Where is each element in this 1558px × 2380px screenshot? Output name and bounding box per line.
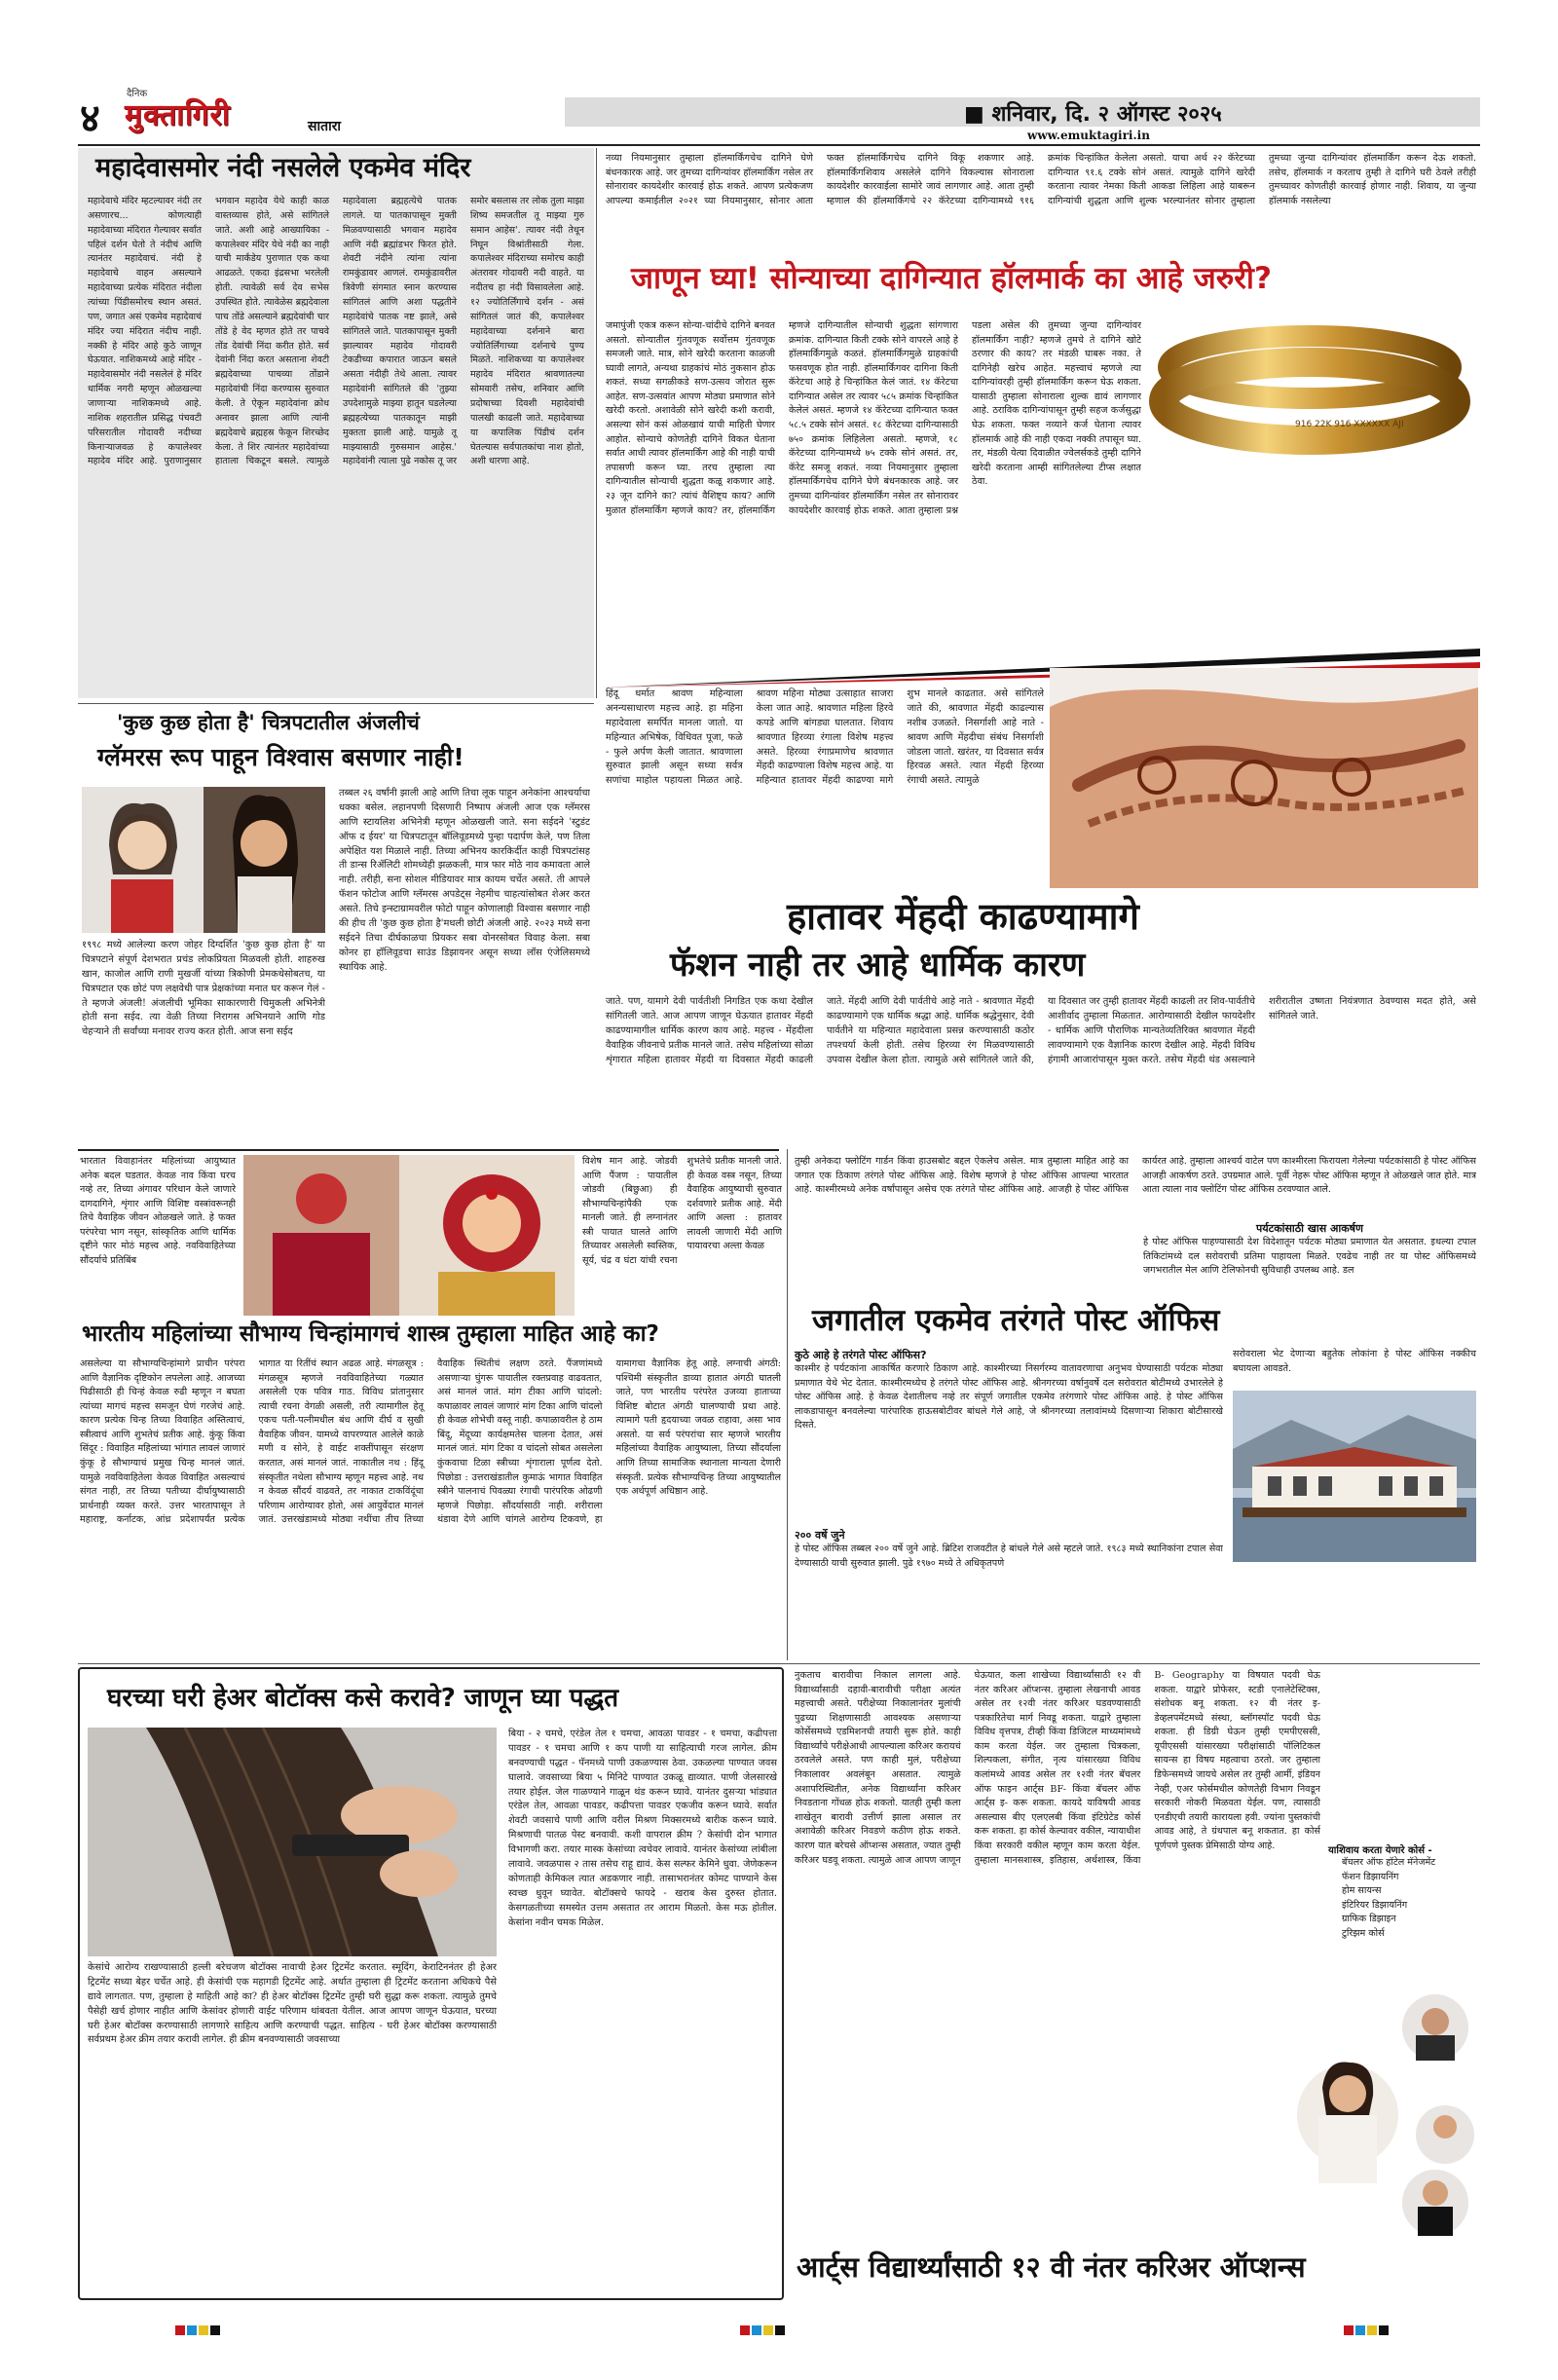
mahadev-article [78, 148, 594, 698]
hair-photo [88, 1728, 497, 1956]
houseboat-photo [1233, 1391, 1476, 1562]
anjali-body-left: १९९८ मध्ये आलेल्या करण जोहर दिग्दर्शित 'कुछ कुछ होता है' या चित्रपटाने संपूर्ण देशभरात प्रचंड लोकप्रियता मिळवली होती. शाहरुख खान, काजोल आणि राणी मुखर्जी यांच्या त्रिकोणी प्रेमकथेसोबतच, या चित्रपटात एक छोटं पण लक्षवेधी पात्र प्रेक्षकांच्या मनात घर करून गेलं - ते म्हणजे अंजली! अंजलीची भूमिका साकारणारी चिमुकली अभिनेत्री होती सना सईद. त्या वेळी तिच्या निरागस अभिनयाने आणि गोड चेहऱ्याने ती सर्वांच्या मनावर राज्य करत होती. आज सना सईद [82, 940, 325, 1038]
course-item: इंटिरियर डिझायनिंग [1342, 1899, 1408, 1911]
career-courses [1328, 1842, 1480, 1989]
post-office-left [795, 1348, 1223, 1657]
masthead [0, 0, 1558, 146]
mehndi-hand-photo [1050, 668, 1478, 888]
mehndi-article [602, 649, 1480, 1145]
hallmark-headline: जाणून घ्या! सोन्याच्या दागिन्यात हॉलमार्क का आहे जरुरी? [631, 261, 1272, 296]
location-subhead: कुठे आहे हे तरंगते पोस्ट ऑफिस? [795, 1349, 927, 1361]
hair-body-left: केसांचे आरोग्य राखण्यासाठी हल्ली बरेचजण बोटॉक्स नावाची हेअर ट्रिटमेंट करतात. स्मूदिंग, केराटिननंतर ही हेअर ट्रिटमेंट सध्या बेहर चर्चेत आहे. ही केसांची एक महागडी ट्रिटमेंट आहे. अर्थात तुम्हाला ही ट्रिटमेंट करताना अधिकचे पैसे द्यावे लागतात. पण, तुम्हाला हे माहिती आहे का? ही हेअर बोटॉक्स ट्रिटमेंट तुम्ही घरी सुद्धा करू शकता. त्यामुळे तुमचे पैसेही खर्च होणार नाहीत आणि केसांवर होणारी वाईट परिणाम थांबवता येतील. आज आपण जाणून घेऊयात, घरच्या घरी हेअर बोटॉक्स करण्यासाठी लागणारे साहित्य आणि करण्याची पद्धत. साहित्य - घरी हेअर बोटॉक्स करण्यासाठी सर्वप्रथम हेअर क्रीम तयार करावी लागेल. ही क्रीम बनवण्यासाठी जवसाच्या [88, 1962, 497, 2046]
anjali-article [78, 709, 594, 1147]
tourist-text: हे पोस्ट ऑफिस पाहण्यासाठी देश विदेशातून पर्यटक मोठ्या प्रमाणात येत असतात. इथल्या टपाल तिकिटांमध्ये दल सरोवराची प्रतिमा पाहायला मिळते. एवढेच नाही तर या पोस्ट ऑफिसमध्ये जगभरातील मेल आणि टेलिफोनची सुविधाही उपलब्ध आहे. डल [1143, 1237, 1476, 1277]
post-office-headline: जगातील एकमेव तरंगते पोस्ट ऑफिस [812, 1303, 1220, 1338]
post-office-tourist [1143, 1221, 1476, 1299]
hair-botox-headline: घरच्या घरी हेअर बोटॉक्स कसे करावे? जाणून घ्या पद्धत [107, 1684, 619, 1713]
bharatiya-body: असलेल्या या सौभाग्यचिन्हांमागे प्राचीन परंपरा आणि वैज्ञानिक दृष्टिकोन लपलेला आहे. आजच्या पिढीसाठी ही चिन्हं केवळ रुढी म्हणून न बघता त्यांच्या मागचं महत्त्व समजून घेणं गरजेचं आहे. कारण प्रत्येक चिन्ह तिच्या विवाहित अस्तित्वाचं, स्त्रीत्वाचं आणि शुभतेचं प्रतीक आहे. कुंकू किंवा सिंदूर : विवाहित महिलांच्या भांगात लावलं जाणारं कुंकू हे सौभाग्याचं प्रमुख चिन्ह मानलं जातं. यामुळे नवविवाहितेला केवळ विवाहित असल्याचं संगत नाही, तर तिच्या पतीच्या दीर्घायुष्यासाठी प्रार्थनाही व्यक्त करते. उत्तर भारतापासून ते महाराष्ट्र, कर्नाटक, आंध्र प्रदेशापर्यंत प्रत्येक भागात या रितींचं स्थान अढळ आहे. मंगळसूत्र : मंगळसूत्र म्हणजे नवविवाहितेच्या गळ्यात असलेली एक पवित्र गाठ. विविध प्रांतानुसार त्याची रचना वेगळी असली, तरी त्यामागील हेतू एकच पती-पत्नीमधील बंध आणि दीर्घ व सुखी वैवाहिक जीवन. यामध्ये वापरण्यात आलेले काळे मणी व सोने, हे वाईट शक्तींपासून संरक्षण करतात, असं मानलं जातं. नाकातील नथ : हिंदू संस्कृतीत नथेला सौभाग्य म्हणून महत्त्व आहे. नथ न केवळ सौंदर्य वाढवते, तर नाकात टाकविंदूंचा परिणाम आरोग्यावर होतो, असं आयुर्वेदात मानलं जातं. उत्तरखंडामध्ये मोठ्या नथींचा तीच तिच्या वैवाहिक स्थितीचं लक्षण ठरते. पैंजणांमध्ये असणाऱ्या घुंगरू पायातील रक्तप्रवाह वाढवतात, असं मानलं जातं. मांग टीका आणि चांदलो: कपाळावर लावलं जाणारं मांग टिका आणि चांदलो ही केवळ शोभेची वस्तू नाही. कपाळावरील हे ठाम बिंदू, मेंदूच्या कार्यक्षमतेस चालना देतात, असं मानलं जातं. मांग टिका व चांदलो सोबत असलेला कुंकवाचा टिळा स्त्रीच्या शृंगाराला पूर्णत्व देतो. पिछोडा : उत्तराखंडातील कुमाऊं भागात विवाहित स्त्रीने पालनाचं पिवळ्या रंगाची पारंपरिक ओढणी म्हणजे पिछोड़ा. सौंदर्यासाठी नाही. शरीराला थंडावा देणे आणि चांगले आरोग्य टिकवणे, हा यामागचा वैज्ञानिक हेतू आहे. लग्नाची अंगठी: पश्चिमी संस्कृतीत डाव्या हातात अंगठी घातली जाते, पण भारतीय परंपरेत उजव्या हाताच्या विशिष्ट बोटात अंगठी घालण्याची प्रथा आहे. त्यामागे पती हृदयाच्या जवळ राहावा, असा भाव असतो. या सर्व परंपरांचा सार म्हणजे भारतीय महिलांच्या वैवाहिक आयुष्याला, तिच्या सौंदर्याला आणि तिच्या सामाजिक स्थानाला मान्यता देणारी संस्कृती. प्रत्येक सौभाग्यचिन्ह तिच्या आयुष्यातील एक अर्थपूर्ण अधिष्ठान आहे. [80, 1358, 781, 1526]
course-item: टुरिझम कोर्स [1342, 1927, 1385, 1939]
post-office-top-text: तुम्ही अनेकदा फ्लोटिंग गार्डन किंवा हाउसबोट बद्दल ऐकलेच असेल. मात्र तुम्हाला माहित आहे का जगात एक ठिकाण तरंगते पोस्ट ऑफिस आहे. विशेष म्हणजे हे पोस्ट ऑफिस आपल्या भारतात आहे. काश्मीरमध्ये अनेक वर्षांपासून असेच एक तरंगते पोस्ट ऑफिस आहे. आजही हे पोस्ट ऑफिस कार्यरत आहे. तुम्हाला आश्चर्य वाटेल पण काश्मीरला फिरायला गेलेल्या पर्यटकांसाठी हे पोस्ट ऑफिस आजही आकर्षण ठरते. उपग्रमात आले. पूर्वी नेहरू पोस्ट ऑफिस म्हणून ते ओळखले जात होते. मात्र आता त्याला नाव फ्लोटिंग पोस्ट ऑफिस ठरवण्यात आले. [795, 1156, 1476, 1196]
website: www.emuktagiri.in [1027, 129, 1150, 142]
courses-subhead: याशिवाय करता येणारे कोर्स - [1328, 1845, 1432, 1856]
registration-marks [0, 2318, 1558, 2347]
hallmark-top-text: नव्या नियमानुसार तुम्हाला हॉलमार्किंगचेच दागिने घेणे बंधनकारक आहे. जर तुमच्या दागिन्यांवर हॉलमार्किंग नसेल तर सोनारावर कायदेशीर कारवाई होऊ शकते. आपण प्रत्येकजण आपल्या कमाईतील २०२१ च्या नियमानुसार, सोनार आता फक्त हॉलमार्किंगचेच दागिने विकू शकणार आहे. हॉलमार्किंगशिवाय असलेले दागिने विकल्यास सोनाराला कायदेशीर कारवाईला सामोरे जावं लागणार आहे. आता तुम्ही म्हणाल की हॉलमार्किंगचे २२ कॅरेटच्या दागिन्यामध्ये ९१६ क्रमांक चिन्हांकित केलेला असतो. याचा अर्थ २२ कॅरेटच्या दागिन्यात ९१.६ टक्के सोनं असतं. त्यामुळे दागिने खरेदी करताना त्यावर नेमका किती आकडा लिहिला आहे याबरून दागिन्यांची शुद्धता आणि शुल्क भरल्यानंतर सोनार तुम्हाला तुमच्या जुन्या दागिन्यांवर हॉलमार्किंग करून देऊ शकतो. तसेच, हॉलमार्क न करताच तुम्ही ते दागिने घरी ठेवले तरीही तुमच्यावर कोणतीही कारवाई होणार नाही. शिवाय, या जुन्या हॉलमार्क नसलेल्या [606, 153, 1476, 206]
mehndi-headline-2: फॅशन नाही तर आहे धार्मिक कारण [670, 946, 1086, 985]
mehndi-body: जाते. पण, यामागे देवी पार्वतीशी निगडित एक कथा देखील सांगितली जाते. आज आपण जाणून घेऊयात हातावर मेंहदी काढण्यामागील धार्मिक कारण काय आहे. महत्त्व - मेंहदीला वैवाहिक जीवनाचे प्रतीक मानले जाते. तसेच महिलांच्या सोळा शृंगारात महिला हातावर मेंहदी या दिवसात मेंहदी काढली जाते. मेंहदी आणि देवी पार्वतीचे आहे नाते - श्रावणात मेंहदी काढण्यामागे एक धार्मिक श्रद्धा आहे. धार्मिक श्रद्धेनुसार, देवी पार्वतीने या महिन्यात महादेवाला प्रसन्न करण्यासाठी कठोर तपश्चर्या केली होती. तसेच हिरव्या रंग मिळवण्यासाठी उपवास देखील केला होता. त्यामुळे असे सांगितले जाते की, या दिवसात जर तुम्ही हातावर मेंहदी काढली तर शिव-पार्वतीचे आशीर्वाद तुम्हाला मिळतात. आरोग्यासाठी देखील फायदेशीर - धार्मिक आणि पौराणिक मान्यतेव्यतिरिक्त श्रावणात मेंहदी लावण्यामागे एक वैज्ञानिक कारण देखील आहे. मेंहदी विविध हंगामी आजारांपासून मुक्त करते. तसेच मेंहदी थंड असल्याने शरीरातील उष्णता नियंत्रणात ठेवण्यास मदत होते, असे सांगितले जाते. [606, 996, 1476, 1065]
course-item: ग्राफिक डिझाइन [1342, 1914, 1396, 1925]
anjali-headline-1: 'कुछ कुछ होता है' चित्रपटातील अंजलीचं [117, 711, 420, 734]
edition-city: सातारा [308, 119, 342, 134]
anjali-headline-2: ग्लॅमरस रूप पाहून विश्वास बसणार नाही! [97, 743, 464, 771]
age-subhead: २०० वर्षे जुने [795, 1529, 845, 1542]
issue-date: ■ शनिवार, दि. २ ऑगस्ट २०२५ [964, 102, 1222, 127]
hallmark-body: जमापुंजी एकत्र करून सोन्या-चांदीचे दागिने बनवत असतो. सोन्यातील गुंतवणूक सर्वोत्तम गुंतवणूक समजली जाते. मात्र, सोने खरेदी करताना काळजी घ्यावी लागते, अन्यथा ग्राहकांचं मोठं नुकसान होऊ शकतं. सध्या सगळीकडे सण-उत्सव जोरात सुरू आहेत. सण-उत्सवांत आपण मोठ्या प्रमाणात सोने खरेदी करतो. अशावेळी सोने खरेदी कशी करावी, असल्या सोनं कसं ओळखावं याची माहिती घेणार आहोत. सोन्याचे कोणतेही दागिने विकत घेताना सर्वात आधी त्यावर हॉलमार्किंग आहे की नाही याची तपासणी करून घ्या. तरच तुम्हाला त्या दागिन्यातील सोन्याची शुद्धता कळू शकणार आहे. २३ जून दागिने का? त्यांचं वैशिष्ट्य काय? आणि मुळात हॉलमार्किंग म्हणजे काय? तर, हॉलमार्किंग म्हणजे दागिन्यातील सोन्याची शुद्धता सांगणारा क्रमांक. दागिन्यात किती टक्के सोने वापरले आहे हे हॉलमार्किंगमुळे कळतं. हॉलमार्किंगमुळे ग्राहकांची फसवणूक होत नाही. हॉलमार्किंगवर दागिना किती कॅरेटचा आहे हे चिन्हांकित केलं जातं. १४ कॅरेटचा दागिन्यात असेल तर त्यावर ५८५ क्रमांक चिन्हांकित केलेलं असतं. म्हणजे १४ कॅरेटच्या दागिन्यात फक्त ५८.५ टक्के सोनं असतं. १८ कॅरेटच्या दागिन्यासाठी ७५० क्रमांक लिहिलेला असतो. म्हणजे, १८ कॅरेटच्या दागिन्यामध्ये ७५ टक्के सोनं असतं. तर, कॅरेट समजू शकतं. नव्या नियमानुसार तुम्हाला हॉलमार्किंगचेच दागिने घेणे बंधनकारक आहे. जर तुमच्या दागिन्यांवर हॉलमार्किंग नसेल तर सोनारावर कायदेशीर कारवाई होऊ शकते. आता तुम्हाला प्रश्न पडला असेल की तुमच्या जुन्या दागिन्यांवर हॉलमार्किंग नाही? म्हणजे तुमचे ते दागिने खोटे ठरणार की काय? तर मंडळी घाबरू नका. ते दागिनेही खरेच आहेत. महत्त्वाचं म्हणजे त्या दागिन्यांवरही तुम्ही हॉलमार्किंग करून घेऊ शकता. यासाठी तुम्हाला सोनाराला शुल्क द्यावं लागणार आहे. ठराविक दागिन्यांपासून तुम्ही सहज कर्जसुद्धा घेऊ शकता. फक्त नव्याने कर्ज घेताना त्यावर हॉलमार्क आहे की नाही एकदा नक्की तपासून घ्या. तर, मंडळी येत्या दिवाळीत ज्वेलर्सकडे तुम्ही दागिने खरेदी करताना आम्ही सांगितलेल्या टीप्स लक्षात ठेवा. [606, 320, 1141, 516]
career-headline: आर्ट्स विद्यार्थ्यांसाठी १२ वी नंतर करिअर ऑप्शन्स [797, 2250, 1306, 2284]
mahadev-body: महादेवाचे मंदिर म्हटल्यावर नंदी तर असणारच... कोणत्याही महादेवाच्या मंदिरात गेल्यावर सर्वांत पहिलं दर्शन घेतो ते नंदीचं आणि त्यानंतर महादेवाचं. नंदी हे महादेवाचे वाहन असल्याने महादेवाच्या प्रत्येक मंदिरात नंदीला त्यांच्या पिंडीसमोरच स्थान असतं. पण, जगात असं एकमेव महादेवाचं मंदिर ज्या मंदिरात नंदीच नाही. नक्की हे मंदिर आहे कुठे जाणून घेऊयात. नाशिकमध्ये आहे मंदिर - महादेवासमोर नंदी नसलेलं हे मंदिर धार्मिक नगरी म्हणून ओळखल्या जाणाऱ्या नाशिकमध्ये आहे. नाशिक शहरातील प्रसिद्ध पंचवटी परिसरातील गोदावरी नदीच्या किनाऱ्याजवळ हे कपालेश्वर महादेव मंदिर आहे. पुराणानुसार भगवान महादेव येथे काही काळ वास्तव्यास होते, असे सांगितले जाते. अशी आहे आख्यायिका - कपालेश्वर मंदिर येथे नंदी का नाही याची मार्कंडेय पुराणात एक कथा आढळते. एकदा इंद्रसभा भरलेली होती. त्यावेळी सर्व देव सभेस उपस्थित होते. त्यावेळेस ब्रह्मदेवाला पाच तोंडे असल्याने ब्रह्मदेवांची चार तोंडे हे वेद म्हणत होते तर पाचवे तोंड देवांची निंदा करीत होते. सर्व देवांनी निंदा करत असताना शेवटी ब्रह्मदेवाच्या पाचव्या तोंडाने महादेवांची निंदा करण्यास सुरुवात केली. ते ऐकून महादेवांना क्रोध अनावर झाला आणि त्यांनी ब्रह्मदेवाचे ब्रह्महस्र फेकून शिरच्छेद केला. ते शिर त्यानंतर महादेवांच्या हाताला चिकटून बसले. त्यामुळे महादेवाला ब्रह्महत्येचे पातक लागले. या पातकापासून मुक्ती मिळवण्यासाठी भगवान महादेव आणि नंदी ब्रह्मांडभर फिरत होते. शेवटी नंदीने त्यांना त्यांना रामकुंडावर आणलं. रामकुंडावरील त्रिवेणी संगमात स्नान करण्यास सांगितलं आणि अशा पद्धतीने महादेवांचे पातक नष्ट झाले, असे सांगितले जाते. पातकापासून मुक्ती झाल्यावर महादेव गोदावरी टेकडीच्या कपारात जाऊन बसले असता नंदीही तेथे आला. त्यावर महादेवांनी सांगितले की 'तुझ्या उपदेशामुळे माझ्या हातून घडलेल्या ब्रह्महत्येच्या पातकातून माझी मुक्तता झाली आहे. यामुळे तू माझ्यासाठी गुरुसमान आहेस.' महादेवांनी त्याला पुढे नकोस तू जर समोर बसलास तर लोक तुला माझा शिष्य समजतील तू माझ्या गुरु समान आहेस'. त्यावर नंदी तेथून निघून विश्रांतीसाठी गेला. कपालेश्वर मंदिराच्या समोरच काही अंतरावर गोदावरी नदी वाहते. या नदीतच हा नंदी विसावलेला आहे. १२ ज्योतिर्लिंगाचे दर्शन - असं सांगितलं जातं की, कपालेश्वर महादेवाच्या दर्शनाने बारा ज्योतिर्लिंगाच्या दर्शनाचे पुण्य मिळते. नाशिकच्या या कपालेश्वर महादेव मंदिरात श्रावणातल्या सोमवारी तसेच, शनिवार आणि प्रदोषाच्या दिवशी महादेवांची पालखी काढली जाते. महादेवाच्या या कपालिक पिंडीचं दर्शन घेतल्यास सर्वपातकांचा नाश होतो, अशी धारणा आहे. [88, 196, 584, 467]
post-office-article [793, 1153, 1480, 1661]
anjali-photo [82, 787, 325, 933]
course-item: होम सायन्स [1342, 1885, 1382, 1897]
mehndi-top-text: हिंदू धर्मात श्रावण महिन्याला अनन्यसाधारण महत्त्व आहे. हा महिना महादेवाला समर्पित मानला जातो. या महिन्यात अभिषेक, विधिवत पूजा, फळे - फुले अर्पण केली जातात. श्रावणाला सुरुवात झाली असून सध्या सर्वत्र सणांचा माहोल पहायला मिळत आहे. श्रावण महिना मोठ्या उत्साहात साजरा केला जात आहे. श्रावणात महिला हिरवे कपडे आणि बांगड्या घालतात. शिवाय श्रावणात हिरव्या रंगाला विशेष महत्त्व असते. हिरव्या रंगाप्रमाणेच श्रावणात मेंहदी काढण्याला विशेष महत्त्व आहे. या महिन्यात हातावर मेंहदी काढण्या मागे शुभ मानले काढतात. असे सांगितले जाते की, श्रावणात मेंहदी काढल्यास नशीब उजळते. निसर्गाशी आहे नाते - श्रावण आणि मेंहदीचा संबंध निसर्गाशी जोडला जातो. खरंतर, या दिवसात सर्वत्र हिरवळ असते. त्यात मेंहदी हिरव्या रंगाची असते. त्यामुळे [606, 688, 1044, 787]
career-body: नुकताच बारावीचा निकाल लागला आहे. विद्यार्थ्यांसाठी दहावी-बारावीची परीक्षा अत्यंत महत्त्वाची असते. परीक्षेच्या निकालानंतर मुलांची पुढच्या शिक्षणासाठी आवश्यक असणाऱ्या कोर्सेसमध्ये एडमिशनची तयारी सुरू होते. काही विद्यार्थ्यांचे परीक्षेआधी आपल्याला करिअर करायचं ठरवलेले असते. पण काही मुलं, परीक्षेच्या निकालावर अवलंबून असतात. त्यामुळे अशापरिस्थितीत, अनेक विद्यार्थ्यांना करिअर निवडताना गोंधळ होऊ शकतो. यातही तुम्ही कला शाखेतून बारावी उत्तीर्ण झाला असाल तर अशावेळी करिअर निवडणे कठीण होऊ शकते. कारण यात बरेचसे ऑप्शन्स असतात, ज्यात तुम्ही करिअर घडवू शकता. त्यामुळे आज आपण जाणून घेऊयात, कला शाखेच्या विद्यार्थ्यांसाठी १२ वी नंतर करिअर ऑप्शन्स. तुम्हाला लेखनाची आवड असेल तर १२वी नंतर करिअर घडवण्यासाठी पत्रकारितेचा मार्ग निवडू शकता. याद्वारे तुम्हाला विविध वृत्तपत्र, टीव्ही किंवा डिजिटल माध्यमांमध्ये काम करता येईल. जर तुम्हाला चित्रकला, शिल्पकला, संगीत, नृत्य यांसारख्या विविध कलांमध्ये आवड असेल तर १२वी नंतर बॅचलर ऑफ फाइन आर्ट्स BF- किंवा बॅचलर ऑफ आर्ट्स इ- करू शकता. कायदे याविषयी आवड असल्यास बीए एलएलबी किंवा इंटिग्रेटेड कोर्स करू शकता. हा कोर्स केल्यावर वकील, न्यायाधीश किंवा सरकारी वकील म्हणून काम करता येईल. तुम्हाला मानसशास्त्र, इतिहास, अर्थशास्त्र, किंवा B- Geography या विषयात पदवी घेऊ शकता. याद्वारे प्रोफेसर, स्टडी एनालेटेस्टिक्स, संशोधक बनू शकता. १२ वी नंतर इ- डेव्हलपमेंटमध्ये संस्था, ब्लॉगस्पॉट पदवी घेऊ शकता. ही डिग्री घेऊन तुम्ही एमपीएससी, यूपीएससी यांसारख्या परीक्षांसाठी पॉलिटिकल सायन्स हा विषय महत्वाचा ठरतो. जर तुम्हाला डिफेन्समध्ये जायचे असेल तर तुम्ही आर्मी, इंडियन नेव्ही, एअर फोर्समधील कोणतेही विभाग निवडून सरकारी नोकरी मिळवता येईल. पण, त्यासाठी एनडीएची तयारी कारायला हवी. ज्यांना पुस्तकांची आवड आहे, ते ग्रंथपाल बनू शकतात. हा कोर्स पूर्णपणे पुस्तक प्रेमिसाठी योग्य आहे. [795, 1670, 1320, 1866]
bharatiya-photo [243, 1155, 575, 1316]
ring-engraving: 916 22K 916 XXXXXX AJI [1295, 420, 1404, 429]
page-number: ४ [80, 96, 100, 141]
paper-label: दैनिक [127, 89, 148, 99]
mahadev-headline: महादेवासमोर नंदी नसलेले एकमेव मंदिर [95, 153, 471, 183]
age-text: हे पोस्ट ऑफिस तब्बल २०० वर्षे जुने आहे. ब्रिटिश राजवटीत हे बांधले गेले असे म्हटले जाते. १९८३ मध्ये स्थानिकांना टपाल सेवा देण्यासाठी याची सुरुवात झाली. पुढे १९७० मध्ये ते अधिकृतपणे [795, 1543, 1223, 1569]
course-item: फॅशन डिझायनिंग [1342, 1871, 1399, 1882]
hair-body-right: बिया - २ चमचे, एरंडेल तेल १ चमचा, आवळा पावडर - १ चमचा, कढीपत्ता पावडर - १ चमचा आणि १ कप पाणी या साहित्याची गरज लागेल. क्रीम बनवण्याची पद्धत - पॅनमध्ये पाणी उकळण्यास ठेवा. उकळल्या पाण्यात जवस घालावे. जवसाच्या बिया ५ मिनिटे पाण्यात उकळू द्याव्यात. पाणी जेलसारखे तयार होईल. जेल गाळण्याने गाळून थंड करून घ्यावे. यानंतर दुसऱ्या भांड्यात एरंडेल तेल, आवळा पावडर, कढीपत्ता पावडर एकजीव करून घ्यावे. सर्वात शेवटी जवसाचे पाणी आणि वरील मिश्रण मिक्सरमध्ये बारीक करून घ्यावे. मिश्रणाची पातळ पेस्ट बनवावी. कशी वापराल क्रीम ? केसांची दोन भागात विभागणी करा. तयार मास्क केसांच्या त्वचेवर लावावे. यानंतर केसांच्या लांबीला लावावे. जवळपास २ तास तसेच राहू द्यावं. केस सल्फर केमिने धुवा. जेणेकरून कोणताही केमिकल त्यात अडकणार नाही. तासाभरानंतर कोमट पाण्याने केस स्वच्छ धुवून घ्यावेत. बोटॉक्सचे फायदे - खराब केस दुरुस्त होतात. केसगळतीच्या समस्येत उत्तम असतात तर आराम मिळतो. केस मऊ होतील. केसांना नवीन चमक मिळेल. [508, 1729, 777, 1928]
anjali-body-right: तब्बल २६ वर्षांनी झाली आहे आणि तिचा लूक पाहून अनेकांना आश्चर्याचा धक्का बसेल. लहानपणी दिसणारी निष्पाप अंजली आज एक ग्लॅमरस आणि स्टायलिश अभिनेत्री म्हणून ओळखली जाते. सना सईदने 'स्टुडंट ऑफ द ईयर' या चित्रपटातून बॉलिवूडमध्ये पुन्हा पदार्पण केले, पण तिला अपेक्षित यश मिळाले नाही. तिच्या अभिनय कारकिर्दीत काही चित्रपटांसह ती डान्स रिॲलिटी शोमध्येही झळकली, मात्र फार मोठे नाव कमावता आले नाही. तरीही, सना सोशल मीडियावर मात्र कायम चर्चेत असते. ती आपले फॅशन फोटोज आणि ग्लॅमरस अपडेट्स नेहमीच चाहत्यांसोबत शेअर करत असते. तिचे इन्स्टाग्रामवरील फोटो पाहून कोणालाही विश्वास बसणार नाही की हीच ती 'कुछ कुछ होता है'मधली छोटी अंजली आहे. २०२३ मध्ये सना सईदने तिचा दीर्घकाळचा प्रियकर सबा वोनरसोबत विवाह केला. सबा कोनर हा हॉलिवूडचा साउंड डिझायनर असून सध्या लॉस एंजेलिसमध्ये स्थायिक आहे. [339, 788, 590, 973]
bharatiya-article [78, 1153, 784, 1661]
gold-rings-photo [1149, 304, 1470, 460]
tourist-subhead: पर्यटकांसाठी खास आकर्षण [1256, 1222, 1363, 1235]
bharatiya-headline: भारतीय महिलांच्या सौभाग्य चिन्हांमागचं शास्त्र तुम्हाला माहित आहे का? [82, 1321, 659, 1347]
hair-botox-article [78, 1667, 784, 2300]
hallmark-right-text [1147, 469, 1476, 641]
mehndi-headline-1: हातावर मेंहदी काढण्यामागे [787, 895, 1139, 938]
bharatiya-top-right: विशेष मान आहे. जोडवी आणि पैंजण : पायातील जोडवी (बिछुआ) ही सौभाग्यचिन्हांपैकी एक मानली जाते. ही लग्नानंतर स्त्री पायात घालते आणि तिच्यावर असलेली स्वस्तिक, सूर्य, चंद्र व घंटा यांची रचना शुभतेचे प्रतीक मानली जाते. ही केवळ वस्त्र नसून, तिच्या वैवाहिक आयुष्याची सुरुवात दर्शवणारे प्रतीक आहे. मेंदी आणि अल्ता : हातावर लावली जाणारी मेंदी आणि पायावरचा अल्ता केवळ [582, 1156, 782, 1267]
bharatiya-top-left: भारतात विवाहानंतर महिलांच्या आयुष्यात अनेक बदल घडतात. केवळ नाव किंवा घरच नव्हे तर, तिच्या अंगावर परिधान केले जाणारे दागदागिने, शृंगार आणि विशिष्ट वस्त्रांवरूनही तिचे वैवाहिक जीवन ओळखले जाते. हे फक्त परंपरेचा भाग नसून, सांस्कृतिक आणि धार्मिक दृष्टीने फार मोठं महत्त्व आहे. नवविवाहितेच्या सौंदर्याचे प्रतिबिंब [80, 1156, 236, 1267]
course-item: बॅचलर ऑफ हॉटेल मॅनेजमेंट [1342, 1857, 1436, 1868]
post-office-right-text: सरोवराला भेट देणाऱ्या बहुतेक लोकांना हे पोस्ट ऑफिस नक्कीच बघायला आवडते. [1233, 1349, 1476, 1374]
hallmark-article [602, 148, 1480, 645]
career-article [793, 1667, 1480, 2300]
paper-logo: मुक्तागिरी [125, 98, 231, 132]
location-text: काश्मीर हे पर्यटकांना आकर्षित करणारे ठिकाण आहे. काश्मीरच्या निसर्गरम्य वातावरणाचा अनुभव घेण्यासाठी पर्यटक मोठ्या प्रमाणात येथे भेट देतात. काश्मीरमध्येच हे तरंगते पोस्ट ऑफिस आहे. श्रीनगरच्या वर्षानुवर्षे दल सरोवरात बोटीमध्ये उभारलेले हे पोस्ट ऑफिस आहे. हे केवळ देशातीलच नव्हे तर संपूर्ण जगातील एकमेव तरंगणारे पोस्ट ऑफिस आहे. हे पोस्ट ऑफिस लाकडापासून बनवलेल्या पारंपारिक हाऊसबोटीवर बांधले गेले आहे, जे श्रीनगरच्या तलावांमध्ये दिसणाऱ्या शिकारा बोटीसारखे दिसते. [795, 1363, 1223, 1432]
career-photo [1280, 1989, 1480, 2242]
